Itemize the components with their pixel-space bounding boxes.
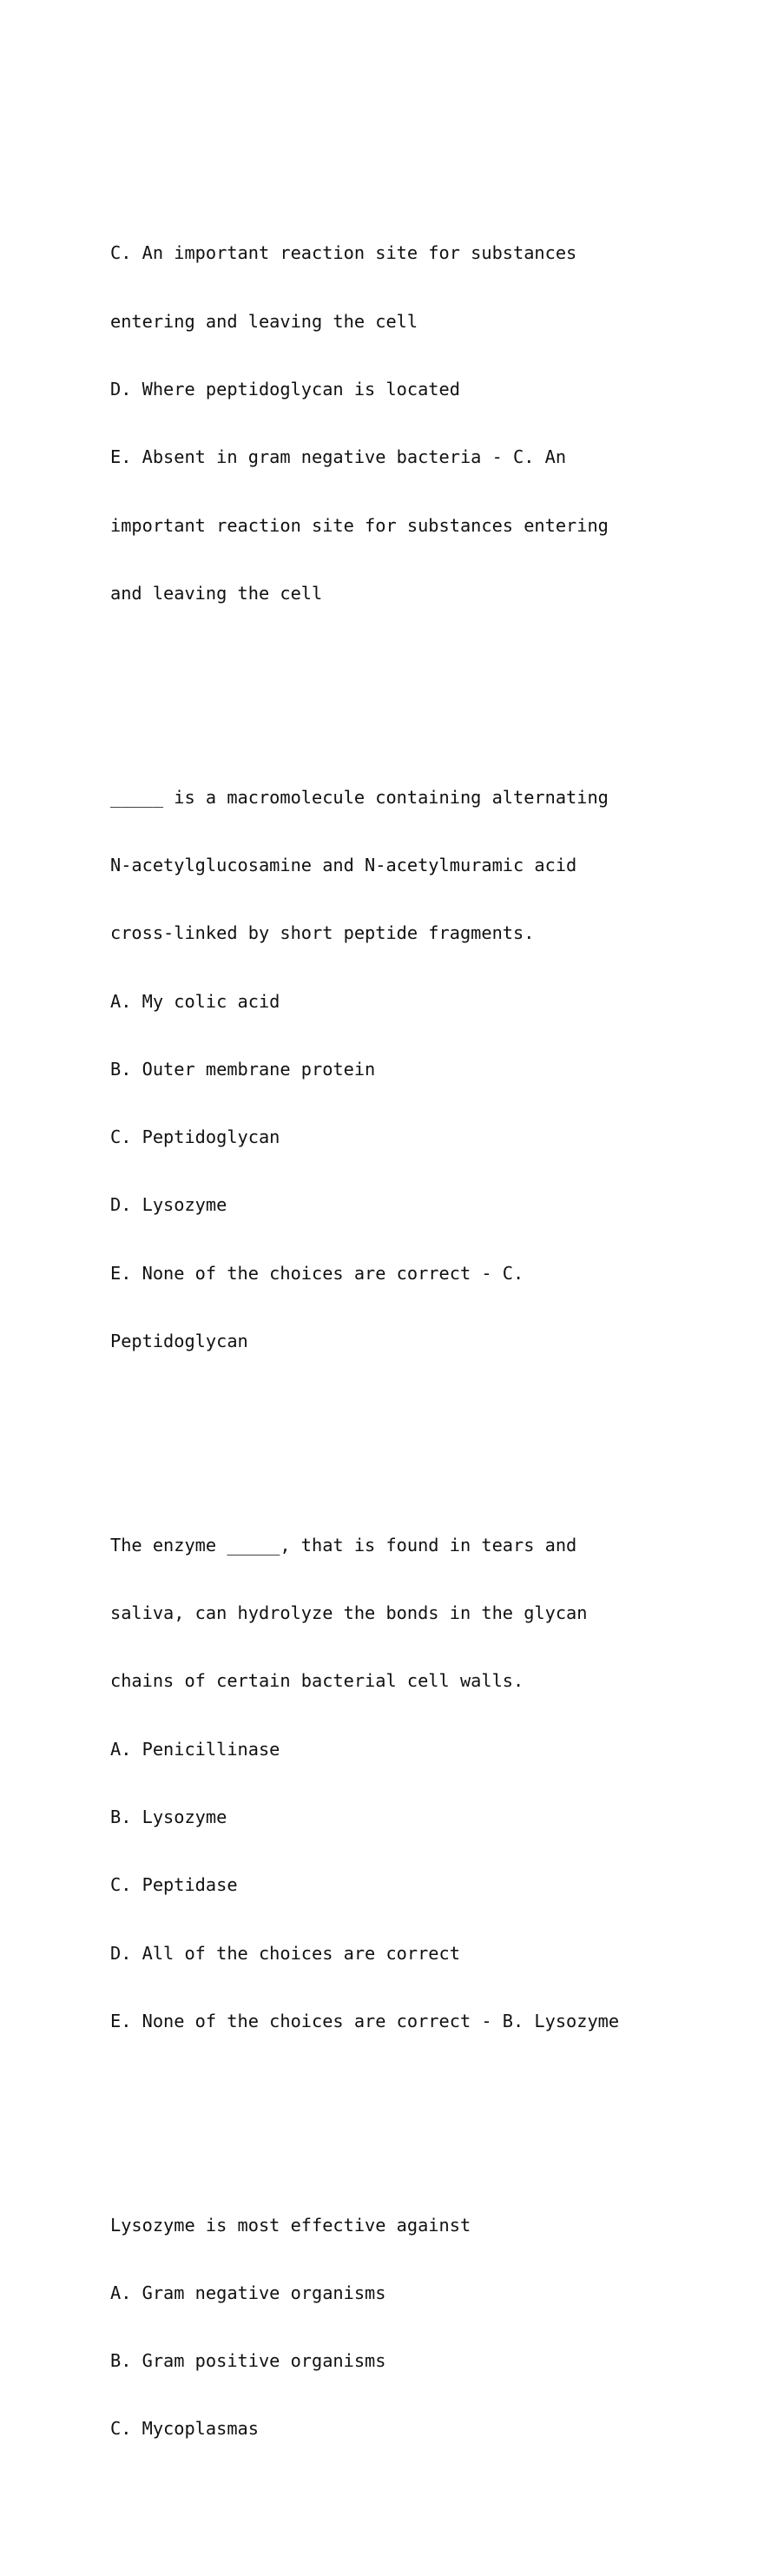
text-line: E. Absent in gram negative bacteria - C. An (110, 446, 567, 468)
answer-option: A. Penicillinase (110, 1738, 280, 1760)
question-text-line: The enzyme _____, that is found in tears and (110, 1534, 577, 1556)
text-line: important reaction site for substances entering (110, 514, 609, 536)
answer-option: B. Lysozyme (110, 1806, 227, 1827)
question-block-lysozyme-enzyme (110, 1489, 735, 2077)
answer-option: C. Peptidase (110, 1874, 238, 1896)
answer-option: C. Mycoplasmas (110, 2418, 259, 2440)
question-text-line: _____ is a macromolecule containing alternating (110, 786, 609, 808)
question-text-line: Lysozyme is most effective against (110, 2214, 471, 2236)
answer-text-line: Peptidoglycan (110, 1330, 248, 1351)
answer-option: C. Peptidoglycan (110, 1126, 280, 1148)
answer-option: A. Gram negative organisms (110, 2282, 386, 2303)
answer-option: D. Lysozyme (110, 1194, 227, 1216)
question-block-lysozyme-effectiveness (110, 2168, 735, 2485)
answer-option: D. All of the choices are correct (110, 1942, 460, 1964)
question-block-1-continued (110, 196, 735, 650)
answer-option: E. None of the choices are correct - B. Lysozyme (110, 2010, 620, 2031)
question-block-peptidoglycan (110, 741, 735, 1398)
question-text-line: N-acetylglucosamine and N-acetylmuramic acid (110, 855, 577, 875)
text-line: entering and leaving the cell (110, 310, 418, 332)
question-text-line: saliva, can hydrolyze the bonds in the glycan (110, 1602, 588, 1624)
answer-option: B. Gram positive organisms (110, 2350, 386, 2372)
answer-option: A. My colic acid (110, 990, 280, 1012)
text-line: D. Where peptidoglycan is located (110, 379, 460, 400)
answer-option: E. None of the choices are correct - C. (110, 1262, 524, 1284)
answer-option: B. Outer membrane protein (110, 1058, 376, 1080)
text-line: and leaving the cell (110, 582, 323, 604)
document-text (110, 129, 735, 2576)
text-line: C. An important reaction site for substances (110, 242, 577, 264)
question-text-line: cross-linked by short peptide fragments. (110, 922, 535, 944)
question-text-line: chains of certain bacterial cell walls. (110, 1670, 524, 1692)
